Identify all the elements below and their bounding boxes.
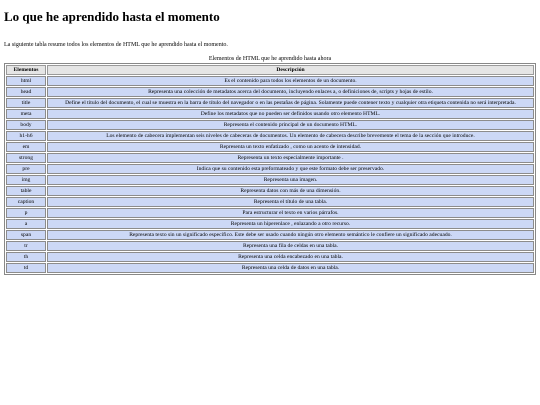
- element-name-cell: strong: [6, 153, 46, 163]
- element-description-cell: Los elemento de cabecera implementan seis niveles de cabeceras de documentos. Un elemento de cabecera describe brevemente el tema de la sección que introduce.: [47, 131, 534, 141]
- element-name-cell: title: [6, 98, 46, 108]
- element-name-cell: h1-h6: [6, 131, 46, 141]
- element-name-cell: p: [6, 208, 46, 218]
- table-row: [6, 252, 534, 262]
- element-description-cell: Representa el título de una tabla.: [47, 197, 534, 207]
- table-row: [6, 76, 534, 86]
- table-row: [6, 109, 534, 119]
- table-row: [6, 219, 534, 229]
- element-name-cell: html: [6, 76, 46, 86]
- intro-text: La siguiente tabla resume todos los elementos de HTML que he aprendido hasta el momento.: [4, 42, 228, 48]
- element-description-cell: Representa un texto especialmente importante .: [47, 153, 534, 163]
- element-name-cell: pre: [6, 164, 46, 174]
- header-descripcion: Descripción: [47, 65, 534, 75]
- element-description-cell: Es el contenido para todos los elementos de un documento.: [47, 76, 534, 86]
- elements-table: [4, 55, 536, 275]
- element-description-cell: Representa un hiperenlace , enlazando a otro recurso.: [47, 219, 534, 229]
- element-description-cell: Representa una imagen.: [47, 175, 534, 185]
- table-row: [6, 263, 534, 273]
- element-name-cell: tr: [6, 241, 46, 251]
- element-description-cell: Representa datos con más de una dimensión.: [47, 186, 534, 196]
- element-description-cell: Indica que su contenido esta preformateado y que este formato debe ser preservado.: [47, 164, 534, 174]
- element-description-cell: Representa una celda de datos en una tabla.: [47, 263, 534, 273]
- element-name-cell: em: [6, 142, 46, 152]
- element-description-cell: Representa una celda encabezado en una tabla.: [47, 252, 534, 262]
- element-description-cell: Representa un texto enfatizado , como un acento de intensidad.: [47, 142, 534, 152]
- element-name-cell: td: [6, 263, 46, 273]
- table-row: [6, 208, 534, 218]
- table-caption: Elementos de HTML que he aprendido hasta ahora: [208, 56, 332, 62]
- table-row: [6, 142, 534, 152]
- table-row: [6, 230, 534, 240]
- element-description-cell: Representa texto sin un significado específico. Este debe ser usado cuando ningún otro elemento semántico le confiere un significado adecuado.: [47, 230, 534, 240]
- element-name-cell: span: [6, 230, 46, 240]
- header-elementos: Elementos: [6, 65, 46, 75]
- table-row: [6, 120, 534, 130]
- table-row: [6, 186, 534, 196]
- element-name-cell: th: [6, 252, 46, 262]
- element-description-cell: Para estructurar el texto en varios párrafos.: [47, 208, 534, 218]
- table-row: [6, 98, 534, 108]
- element-name-cell: table: [6, 186, 46, 196]
- table-row: [6, 241, 534, 251]
- element-description-cell: Define el título del documento, el cual se muestra en la barra de título del navegador o en las pestañas de página. Solamente puede contener texto y cualquier otra etiqueta contenida no será interpretada.: [47, 98, 534, 108]
- element-name-cell: meta: [6, 109, 46, 119]
- element-name-cell: a: [6, 219, 46, 229]
- element-name-cell: caption: [6, 197, 46, 207]
- table-row: [6, 131, 534, 141]
- page-title: Lo que he aprendido hasta el momento: [4, 9, 220, 24]
- element-name-cell: head: [6, 87, 46, 97]
- table-row: [6, 87, 534, 97]
- element-name-cell: body: [6, 120, 46, 130]
- table-body: [6, 76, 534, 273]
- table-row: [6, 175, 534, 185]
- element-description-cell: Representa el contenido principal de un documento HTML.: [47, 120, 534, 130]
- element-name-cell: img: [6, 175, 46, 185]
- element-description-cell: Representa una fila de celdas en una tabla.: [47, 241, 534, 251]
- element-description-cell: Representa una colección de metadatos acerca del documento, incluyendo enlaces a, o definiciones de, scripts y hojas de estilo.: [47, 87, 534, 97]
- element-description-cell: Define los metadatos que no pueden ser definidos usando otro elemento HTML.: [47, 109, 534, 119]
- table-row: [6, 164, 534, 174]
- table-header-row: [6, 65, 534, 75]
- table-row: [6, 153, 534, 163]
- table-row: [6, 197, 534, 207]
